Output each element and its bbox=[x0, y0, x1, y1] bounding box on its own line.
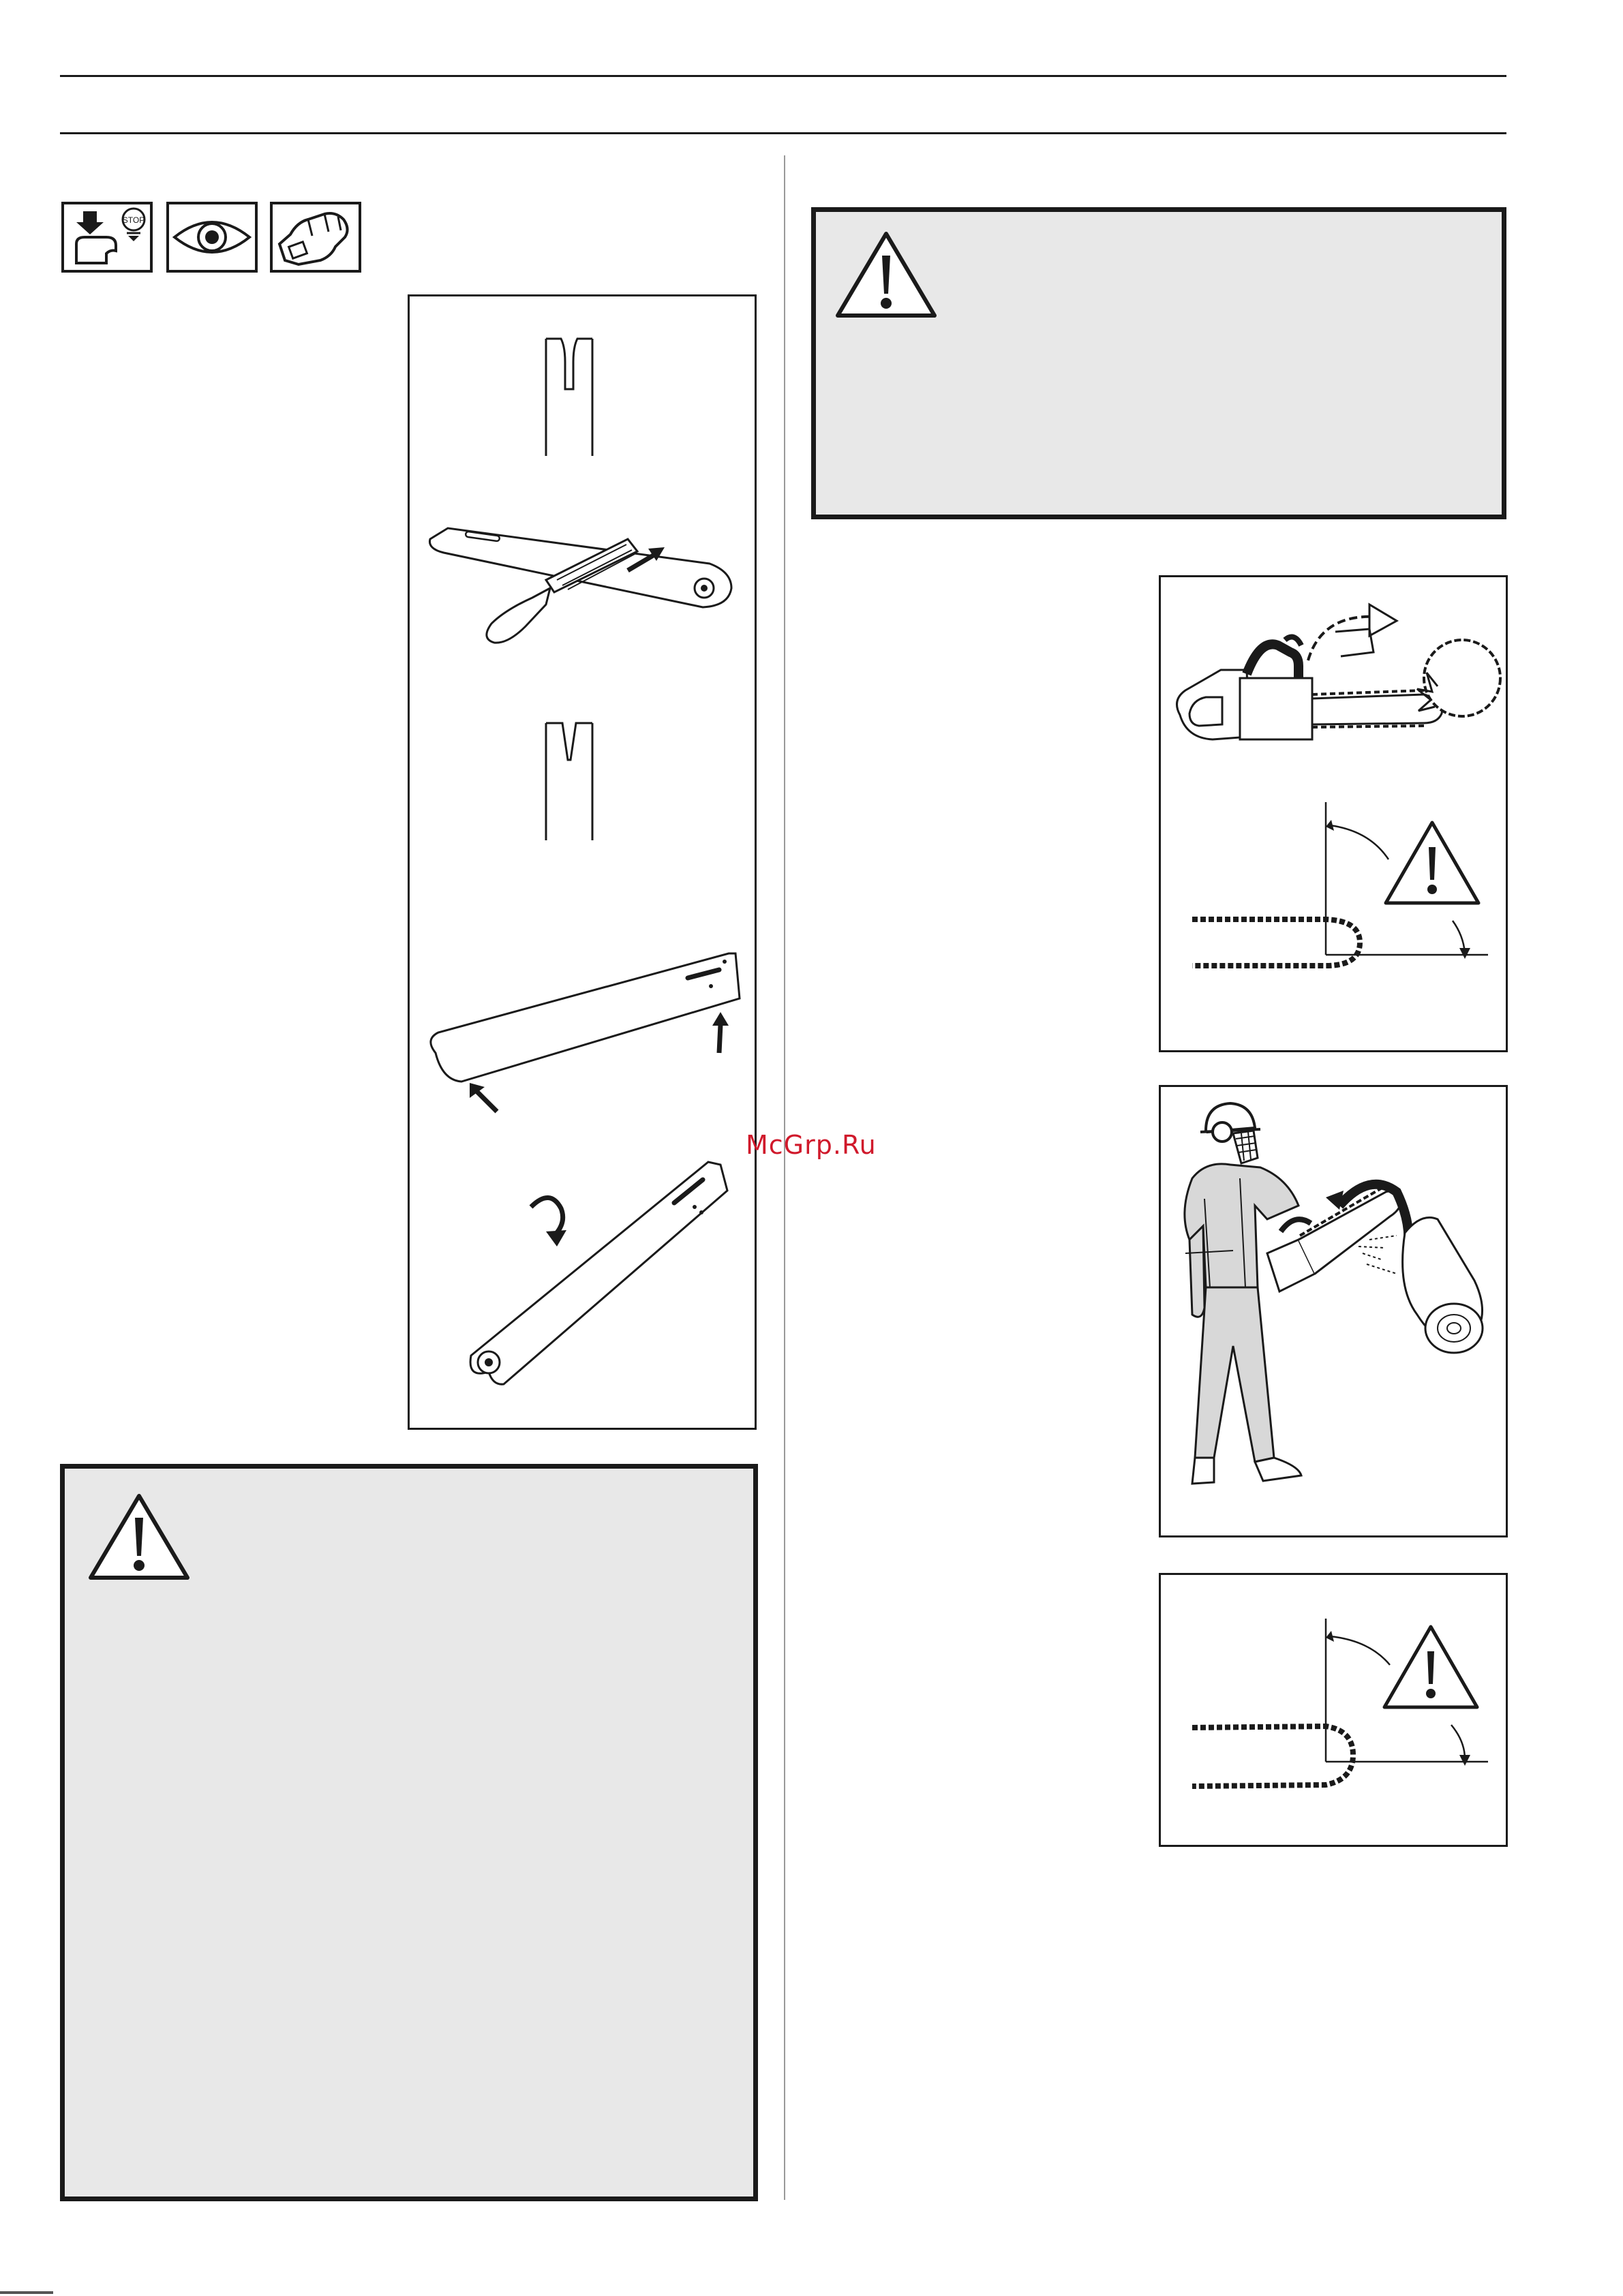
bar-clean-oil-holes-diagram bbox=[422, 923, 749, 1114]
bar-maintenance-illustration-box bbox=[408, 294, 757, 1430]
kickback-zone-diagram bbox=[1165, 795, 1506, 1000]
filing-bar-rails-diagram bbox=[423, 498, 744, 655]
bar-turn-over-diagram bbox=[422, 1147, 749, 1399]
warning-box-left bbox=[60, 1464, 758, 2201]
bottom-edge-mark bbox=[0, 2291, 53, 2294]
protective-glove-icon-box bbox=[270, 202, 361, 273]
stop-engine-icon bbox=[61, 202, 153, 273]
operator-kickback-illustration-box bbox=[1159, 1085, 1508, 1537]
warning-triangle-icon bbox=[835, 231, 937, 320]
header-rule-bottom bbox=[60, 132, 1506, 134]
eye-protection-icon-box bbox=[166, 202, 258, 273]
bar-groove-correct-diagram bbox=[534, 719, 616, 855]
protective-glove-icon bbox=[270, 202, 361, 273]
bar-groove-worn-diagram bbox=[534, 335, 616, 471]
warning-box-right bbox=[811, 207, 1506, 519]
kickback-zone-illustration-box bbox=[1159, 1573, 1508, 1847]
operator-with-chainsaw-diagram bbox=[1165, 1090, 1506, 1533]
kickback-zone-diagram bbox=[1165, 1578, 1506, 1843]
warning-triangle-icon bbox=[88, 1493, 190, 1582]
stop-engine-icon-box bbox=[61, 202, 153, 273]
eye-protection-icon bbox=[166, 202, 258, 273]
column-divider bbox=[784, 155, 785, 2200]
chainsaw-kickback-diagram bbox=[1165, 591, 1506, 782]
kickback-illustration-box bbox=[1159, 575, 1508, 1052]
header-rule-top bbox=[60, 75, 1506, 77]
stop-label: STOP bbox=[122, 215, 145, 225]
watermark: McGrp.Ru bbox=[746, 1130, 877, 1160]
